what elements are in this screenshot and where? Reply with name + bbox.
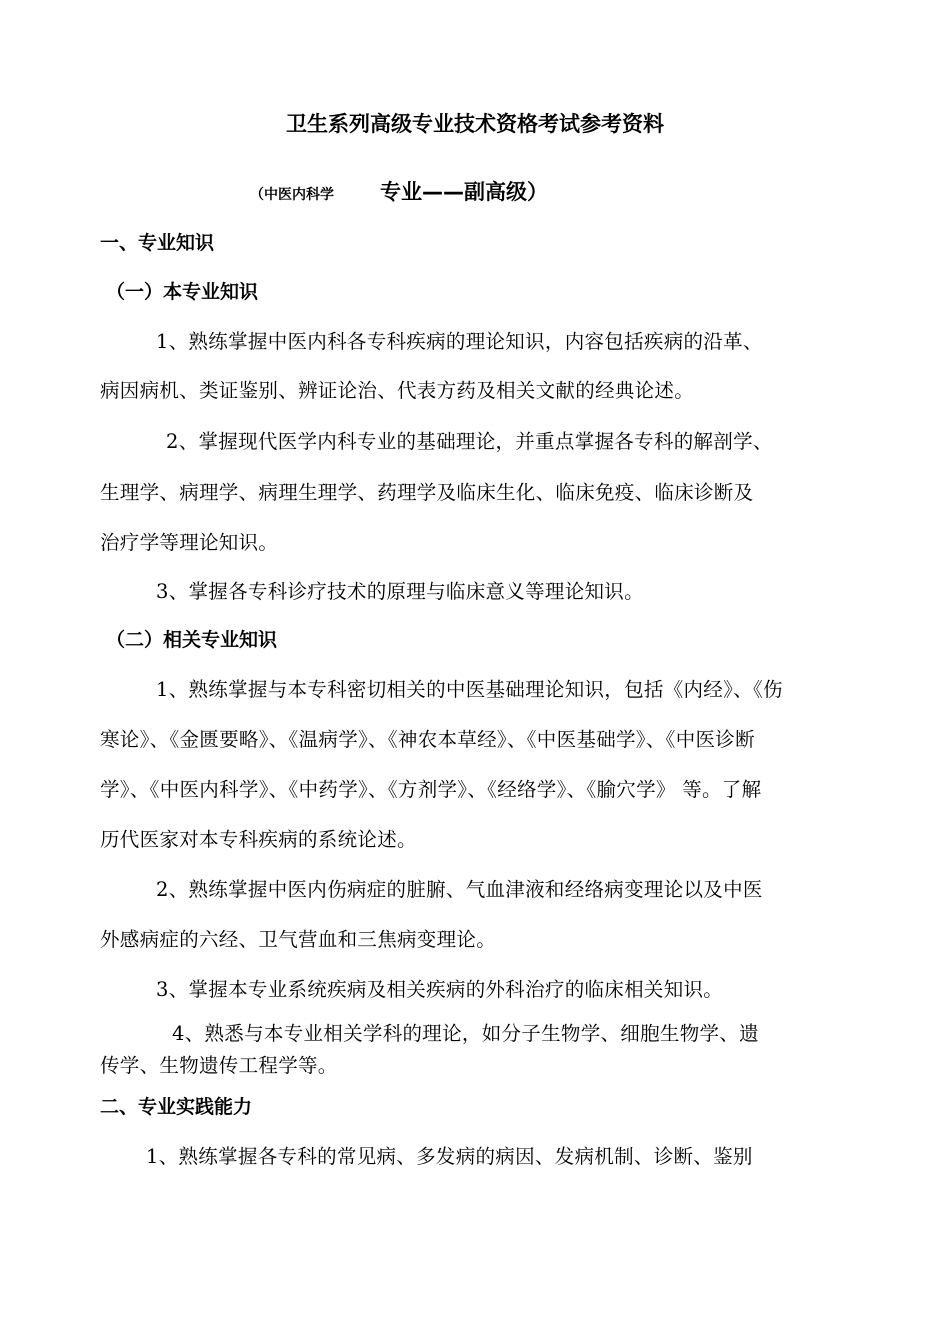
paragraph-line: 3、掌握本专业系统疾病及相关疾病的外科治疗的临床相关知识。 — [156, 978, 724, 1001]
paragraph-line: 病因病机、类证鉴别、辨证论治、代表方药及相关文献的经典论述。 — [100, 379, 695, 402]
subsection-heading-1-2: （二）相关专业知识 — [106, 629, 278, 651]
subtitle-open-paren: （ — [250, 187, 264, 203]
document-title: 卫生系列高级专业技术资格考试参考资料 — [286, 112, 664, 136]
paragraph-line: 学》、《中医内科学》、《中药学》、《方剂学》、《经络学》、《腧穴学》 等。了解 — [100, 778, 762, 801]
document-subtitle — [250, 176, 548, 206]
subtitle-specialty: 中医内科学 — [264, 187, 334, 203]
section-heading-2: 二、专业实践能力 — [100, 1096, 253, 1118]
paragraph-line: 历代医家对本专科疾病的系统论述。 — [100, 828, 417, 851]
paragraph-line: 1、熟练掌握中医内科各专科疾病的理论知识，内容包括疾病的沿革、 — [156, 330, 763, 353]
paragraph-line: 1、熟练掌握与本专科密切相关的中医基础理论知识，包括《内经》、《伤 — [156, 678, 783, 701]
paragraph-line: 3、掌握各专科诊疗技术的原理与临床意义等理论知识。 — [156, 580, 644, 603]
paragraph-line: 2、熟练掌握中医内伤病症的脏腑、气血津液和经络病变理论以及中医 — [156, 878, 763, 901]
paragraph-line: 2、掌握现代医学内科专业的基础理论，并重点掌握各专科的解剖学、 — [166, 430, 773, 453]
paragraph-line: 4、熟悉与本专业相关学科的理论，如分子生物学、细胞生物学、遗 — [172, 1022, 759, 1045]
paragraph-line: 外感病症的六经、卫气营血和三焦病变理论。 — [100, 928, 497, 951]
subtitle-level: 专业——副高级） — [380, 180, 548, 204]
paragraph-line: 传学、生物遗传工程学等。 — [100, 1054, 338, 1077]
paragraph-line: 1、熟练掌握各专科的常见病、多发病的病因、发病机制、诊断、鉴别 — [146, 1145, 753, 1168]
paragraph-line: 治疗学等理论知识。 — [100, 531, 279, 554]
paragraph-line: 生理学、病理学、病理生理学、药理学及临床生化、临床免疫、临床诊断及 — [100, 481, 754, 504]
paragraph-line: 寒论》、《金匮要略》、《温病学》、《神农本草经》、《中医基础学》、《中医诊断 — [100, 728, 755, 751]
subsection-heading-1-1: （一）本专业知识 — [106, 281, 259, 303]
section-heading-1: 一、专业知识 — [100, 232, 215, 254]
